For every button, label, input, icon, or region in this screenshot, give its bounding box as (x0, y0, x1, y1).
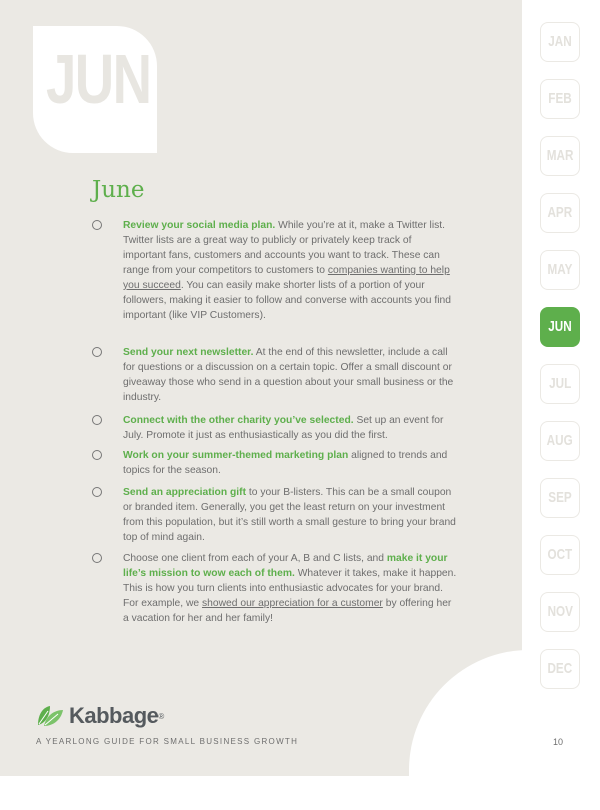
task-item (92, 551, 457, 626)
footer-text: A YEARLONG GUIDE FOR SMALL BUSINESS GROWTH (36, 737, 299, 746)
tab-dec[interactable]: DEC (540, 649, 580, 689)
task-link[interactable]: companies wanting to help you succeed (123, 265, 450, 291)
page-number: 10 (553, 737, 564, 747)
tab-may[interactable]: MAY (540, 250, 580, 290)
tab-feb[interactable]: FEB (540, 79, 580, 119)
tab-oct[interactable]: OCT (540, 535, 580, 575)
task-text: Choose one client from each of your A, B and C lists, and make it your life’s mission to wow each of them. Whatever it takes, make it happen. This is how you turn clients into enthusiastic advocates for your brand. For example, we showed our appreciation for a customer by offering her a vacation for her and her family! (123, 553, 457, 624)
tab-apr[interactable]: APR (540, 193, 580, 233)
task-text: Send an appreciation gift to your B-listers. This can be a small coupon or branded item. Generally, you get the least return on your investment from this population, but it’s still worth a small gesture to bring your brand top of mind again. (123, 487, 456, 543)
tab-nov[interactable]: NOV (540, 592, 580, 632)
task-list (92, 218, 457, 626)
page-title: June (92, 177, 145, 203)
task-text: Review your social media plan. While you’re at it, make a Twitter list. Twitter lists are a great way to publicly or privately keep track of important fans, customers and accounts you want to track. These can range from your competitors to customers to companies wanting to help you succeed. You can easily make shorter lists of a portion of your followers, making it easier to follow and converse with accounts you find important (like VIP Customers). (123, 220, 451, 321)
tab-mar[interactable]: MAR (540, 136, 580, 176)
trademark-symbol: ® (158, 711, 165, 721)
task-checkbox[interactable] (92, 220, 102, 230)
task-item (92, 485, 457, 542)
task-checkbox[interactable] (92, 347, 102, 357)
tab-sep[interactable]: SEP (540, 478, 580, 518)
task-checkbox[interactable] (92, 487, 102, 497)
task-link[interactable]: showed our appreciation for a customer (201, 598, 383, 609)
tab-aug[interactable]: AUG (540, 421, 580, 461)
task-text: Send your next newsletter. At the end of this newsletter, include a call for questions or a discussion on a certain topic. Offer a small discount or giveaway those who send in a question about your small business or the industry. (123, 347, 454, 403)
task-text: Work on your summer-themed marketing plan aligned to trends and topics for the season. (123, 450, 448, 476)
task-item (92, 413, 457, 440)
task-item (92, 345, 457, 403)
leaf-icon (36, 705, 64, 727)
month-badge-text: JUN (46, 40, 151, 118)
tab-jul[interactable]: JUL (540, 364, 580, 404)
kabbage-logo (36, 703, 164, 729)
task-text: Connect with the other charity you’ve selected. Set up an event for July. Promote it just as enthusiastically as you did the first. (123, 415, 444, 441)
task-checkbox[interactable] (92, 415, 102, 425)
task-item (92, 218, 457, 335)
task-checkbox[interactable] (92, 553, 102, 563)
task-checkbox[interactable] (92, 450, 102, 460)
task-item (92, 448, 457, 476)
tab-jun[interactable]: JUN (540, 307, 580, 347)
brand-name: Kabbage (69, 703, 159, 728)
tab-jan[interactable]: JAN (540, 22, 580, 62)
